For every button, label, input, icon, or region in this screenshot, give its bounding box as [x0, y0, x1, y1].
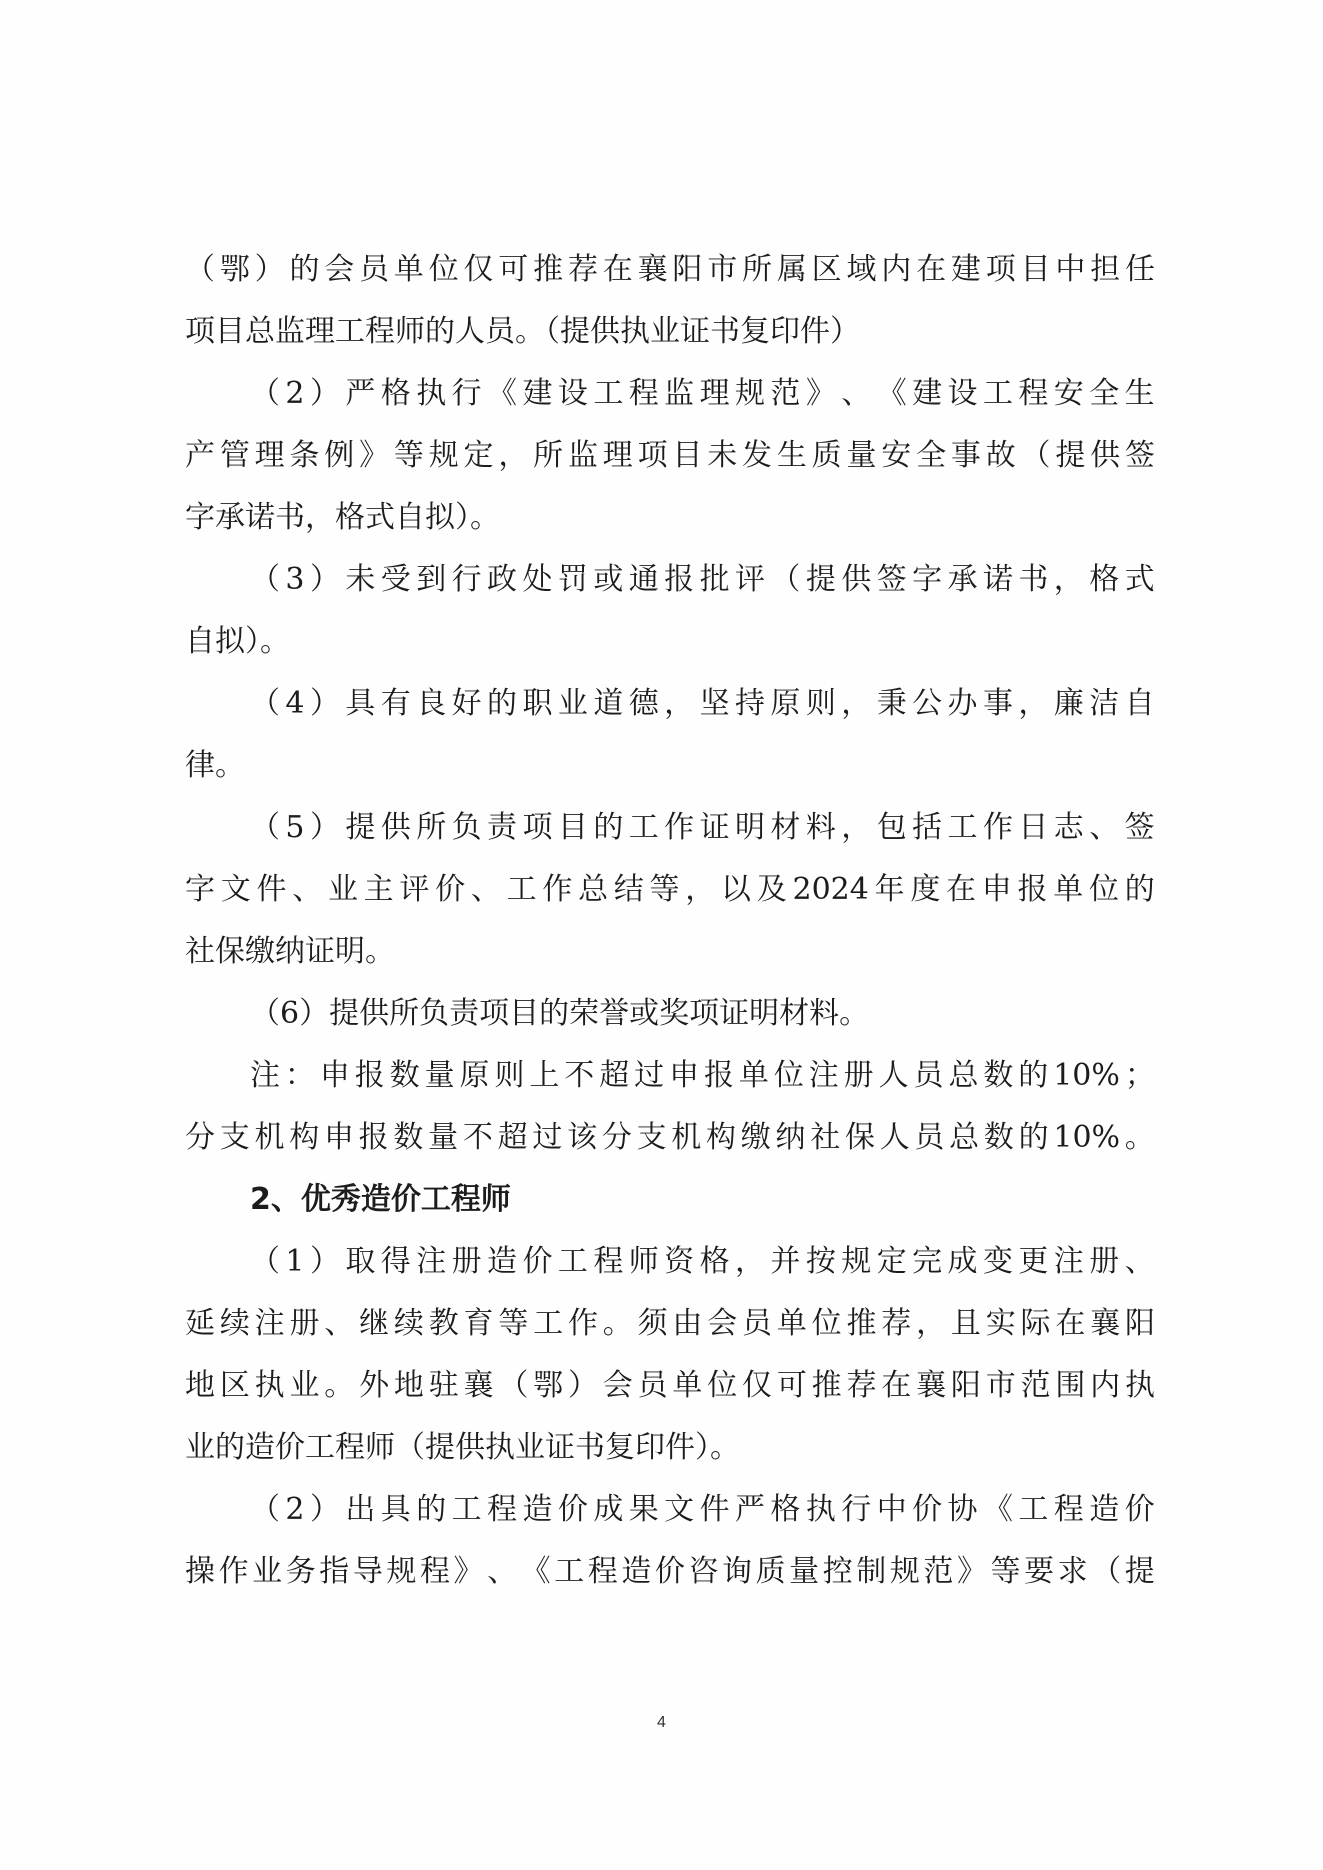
text-line: （ 2 ） 严 格 执 行 《 建 设 工 程 监 理 规 范 》 、 《 建 设 工 程 安 全 生	[250, 376, 1155, 411]
text-line: （6）提供所负责项目的荣誉或奖项证明材料。	[250, 996, 870, 1031]
section-heading: 2、优秀造价工程师	[250, 1182, 511, 1217]
text-line: 项目总监理工程师的人员。（提供执业证书复印件）	[185, 314, 860, 349]
text-line: （ 2 ） 出 具 的 工 程 造 价 成 果 文 件 严 格 执 行 中 价 协 《 工 程 造 价	[250, 1492, 1155, 1527]
text-line: （ 5 ） 提 供 所 负 责 项 目 的 工 作 证 明 材 料 ， 包 括 工 作 日 志 、 签	[250, 810, 1155, 845]
text-line: 律。	[185, 748, 245, 783]
text-line: 字 文 件 、 业 主 评 价 、 工 作 总 结 等 ， 以 及 2024 年 度 在 申 报 单 位 的	[185, 872, 1155, 907]
text-line: 产 管 理 条 例 》 等 规 定 ， 所 监 理 项 目 未 发 生 质 量 安 全 事 故 （ 提 供 签	[185, 438, 1155, 473]
text-line: 操 作 业 务 指 导 规 程 》 、 《 工 程 造 价 咨 询 质 量 控 制 规 范 》 等 要 求 （ 提	[185, 1554, 1155, 1589]
text-line: （ 1 ） 取 得 注 册 造 价 工 程 师 资 格 ， 并 按 规 定 完 成 变 更 注 册 、	[250, 1244, 1155, 1279]
page-number: 4	[657, 1714, 666, 1731]
note-line: 注 ： 申 报 数 量 原 则 上 不 超 过 申 报 单 位 注 册 人 员 总 数 的 10% ；	[250, 1058, 1155, 1093]
text-line: 自拟）。	[185, 624, 290, 659]
text-line: （ 鄂 ） 的 会 员 单 位 仅 可 推 荐 在 襄 阳 市 所 属 区 域 内 在 建 项 目 中 担 任	[185, 252, 1155, 287]
note-line: 分 支 机 构 申 报 数 量 不 超 过 该 分 支 机 构 缴 纳 社 保 人 员 总 数 的 10% 。	[185, 1120, 1155, 1155]
text-line: 字承诺书，格式自拟）。	[185, 500, 500, 535]
text-line: 延 续 注 册 、 继 续 教 育 等 工 作 。 须 由 会 员 单 位 推 荐 ， 且 实 际 在 襄 阳	[185, 1306, 1155, 1341]
text-line: 业的造价工程师（提供执业证书复印件）。	[185, 1430, 740, 1465]
text-line: （ 3 ） 未 受 到 行 政 处 罚 或 通 报 批 评 （ 提 供 签 字 承 诺 书 ， 格 式	[250, 562, 1155, 597]
text-line: 地 区 执 业 。 外 地 驻 襄 （ 鄂 ） 会 员 单 位 仅 可 推 荐 在 襄 阳 市 范 围 内 执	[185, 1368, 1155, 1403]
text-line: （ 4 ） 具 有 良 好 的 职 业 道 德 ， 坚 持 原 则 ， 秉 公 办 事 ， 廉 洁 自	[250, 686, 1155, 721]
text-line: 社保缴纳证明。	[185, 934, 395, 969]
